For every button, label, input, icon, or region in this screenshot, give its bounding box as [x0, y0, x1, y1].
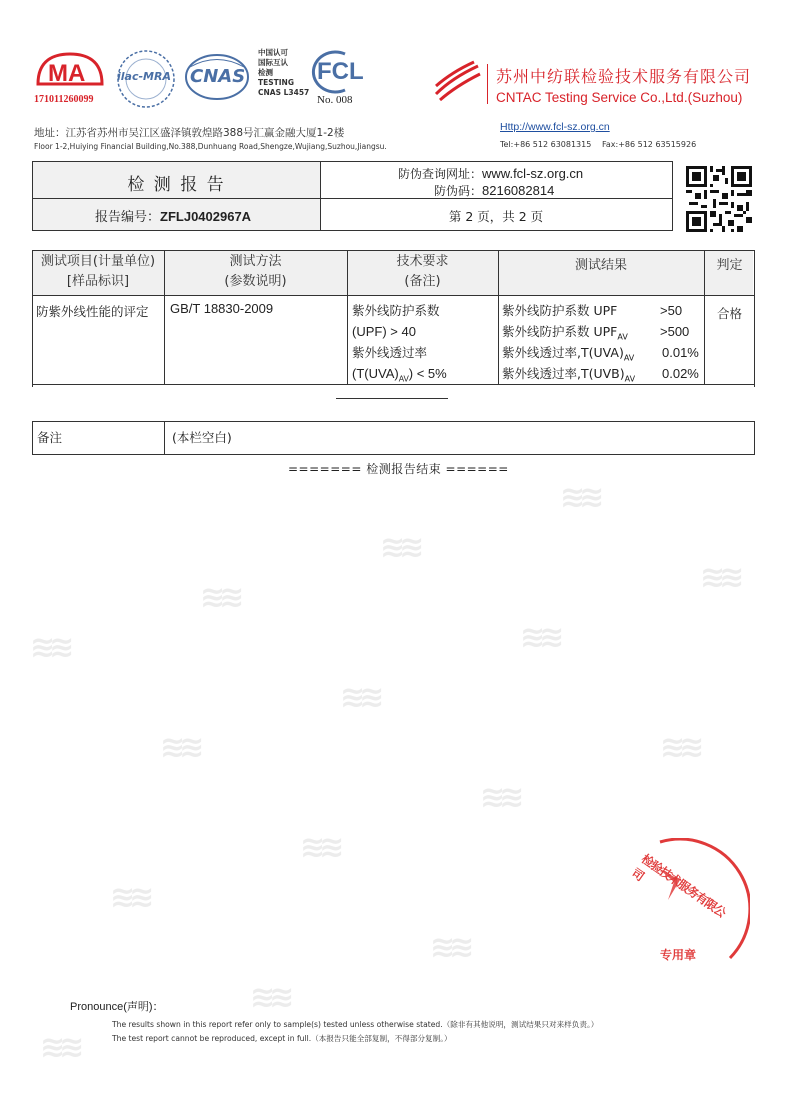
header-requirement	[347, 252, 498, 292]
req-line4-sub: AV	[398, 374, 409, 384]
req-line2: (UPF) > 40	[352, 324, 416, 339]
report-no-row	[95, 206, 251, 225]
company-name-cn: 苏州中纺联检验技术服务有限公司	[496, 67, 752, 86]
result-line	[502, 342, 702, 363]
ma-logo-text: MA	[48, 60, 86, 87]
cnas-text: CNAS	[190, 66, 246, 87]
req-line4-main: (T(UVA)	[352, 366, 399, 381]
fcl-text: FCL	[317, 58, 364, 85]
code-row	[434, 182, 554, 199]
address-cn: 地址：江苏省苏州市吴江区盛泽镇敦煌路388号汇赢金融大厦1-2楼	[34, 127, 345, 139]
header-item	[32, 252, 164, 292]
req-line3: 紫外线透过率	[352, 345, 428, 360]
cnas-line: 国际互认	[258, 58, 288, 67]
row-item: 防紫外线性能的评定	[36, 304, 149, 319]
result-label: 紫外线防护系数 UPF	[502, 303, 618, 318]
footer-line2: The test report cannot be reproduced, except in full.（本报告只能全部复制，不得部分复制。）	[112, 1034, 452, 1043]
report-box	[32, 161, 673, 231]
report-box-hline	[320, 198, 672, 199]
header-method-line2: (参数说明)	[224, 274, 287, 289]
header-item-line1: 测试项目(计量单位)	[40, 254, 156, 269]
qr-code[interactable]	[686, 166, 752, 232]
watermark-pattern: ≋≋ ≋≋ ≋≋ ≋≋ ≋≋ ≋≋ ≋≋ ≋≋ ≋≋ ≋≋ ≋≋ ≋≋ ≋≋ ≋≋ ≋≋	[30, 480, 739, 1065]
result-value: 0.02%	[662, 366, 699, 381]
header-judge: 判定	[716, 258, 743, 273]
result-list	[502, 300, 702, 384]
header-result: 测试结果	[574, 258, 627, 273]
result-line	[502, 363, 702, 384]
result-sub: AV	[624, 374, 636, 384]
company-divider	[487, 64, 488, 104]
result-label: 紫外线防护系数 UPF	[502, 324, 618, 339]
tel: Tel:+86 512 63081315	[500, 140, 592, 149]
result-line	[502, 321, 702, 342]
address-en: Floor 1-2,Huiying Financial Building,No.388,Dunhuang Road,Shengze,Wujiang,Suzhou,Jiangsu.	[34, 142, 387, 151]
row-judge: 合格	[716, 306, 742, 321]
fcl-no: No. 008	[317, 94, 353, 106]
report-no: ZFLJ0402967A	[160, 209, 252, 224]
cnas-line: 检测	[258, 68, 273, 77]
cnas-line: 中国认可	[258, 48, 288, 57]
company-name-en: CNTAC Testing Service Co.,Ltd.(Suzhou)	[496, 90, 743, 105]
req-line4-tail: ) < 5%	[408, 366, 447, 381]
header-req-line1: 技术要求	[396, 254, 449, 269]
remarks-value: (本栏空白)	[172, 430, 232, 445]
ilac-text: ilac-MRA	[117, 70, 171, 83]
req-line4	[352, 363, 447, 390]
remarks-row	[32, 421, 755, 455]
row-method: GB/T 18830-2009	[170, 301, 274, 316]
remarks-col-line	[164, 421, 165, 455]
report-no-label: 报告编号：	[95, 210, 161, 225]
header-method	[164, 252, 347, 292]
ma-logo	[34, 50, 106, 108]
req-line1: 紫外线防护系数	[352, 303, 440, 318]
qr-code-icon	[686, 166, 752, 232]
ilac-logo	[115, 48, 177, 110]
cnas-line: CNAS L3457	[258, 88, 310, 97]
result-value: 0.01%	[662, 345, 699, 360]
company-logo	[432, 58, 482, 102]
header-item-line2: [样品标识]	[66, 274, 130, 289]
row-requirement	[352, 300, 447, 390]
cnas-line: TESTING	[258, 78, 294, 87]
ma-number: 171011260099	[34, 94, 94, 105]
result-value: >500	[660, 324, 690, 339]
cnas-lines	[258, 48, 309, 98]
remarks-label: 备注	[37, 430, 63, 445]
header-method-line1: 测试方法	[229, 254, 282, 269]
end-marker: ======= 检测报告结束 ======	[288, 462, 509, 476]
result-label: 紫外线透过率,T(UVA)	[502, 345, 624, 360]
result-sub: AV	[617, 332, 628, 342]
verify-url[interactable]: www.fcl-sz.org.cn	[482, 166, 584, 181]
footer-line1: The results shown in this report refer only to sample(s) tested unless otherwise stated.（除非有其他说明，测试结果只对来样负责。）	[112, 1020, 599, 1029]
company-seal	[629, 838, 750, 988]
code-label: 防伪码：	[434, 184, 483, 198]
cnas-logo	[184, 52, 250, 102]
seal-sub: 专用章	[660, 948, 697, 962]
verify-label: 防伪查询网址：	[398, 167, 483, 181]
seal-text: 检验技术服务有限公司	[629, 851, 728, 920]
website-link[interactable]: Http://www.fcl-sz.org.cn	[500, 121, 610, 133]
result-sub: AV	[623, 353, 635, 363]
report-title: 检 测 报 告	[127, 175, 226, 195]
fax: Fax:+86 512 63515926	[602, 140, 697, 149]
company-wave-icon	[432, 58, 482, 102]
verify-row	[398, 165, 583, 182]
results-table	[32, 250, 755, 460]
result-line	[502, 300, 702, 321]
code-value: 8216082814	[482, 183, 555, 198]
result-label: 紫外线透过率,T(UVB)	[502, 366, 625, 381]
blank-divider	[336, 398, 448, 399]
header-hline	[32, 295, 755, 296]
page-indicator: 第 2 页，共 2 页	[448, 209, 544, 224]
fcl-logo	[305, 48, 377, 110]
footer-title: Pronounce(声明)：	[70, 1001, 164, 1013]
result-value: >50	[660, 303, 683, 318]
header-req-line2: (备注)	[404, 274, 441, 289]
